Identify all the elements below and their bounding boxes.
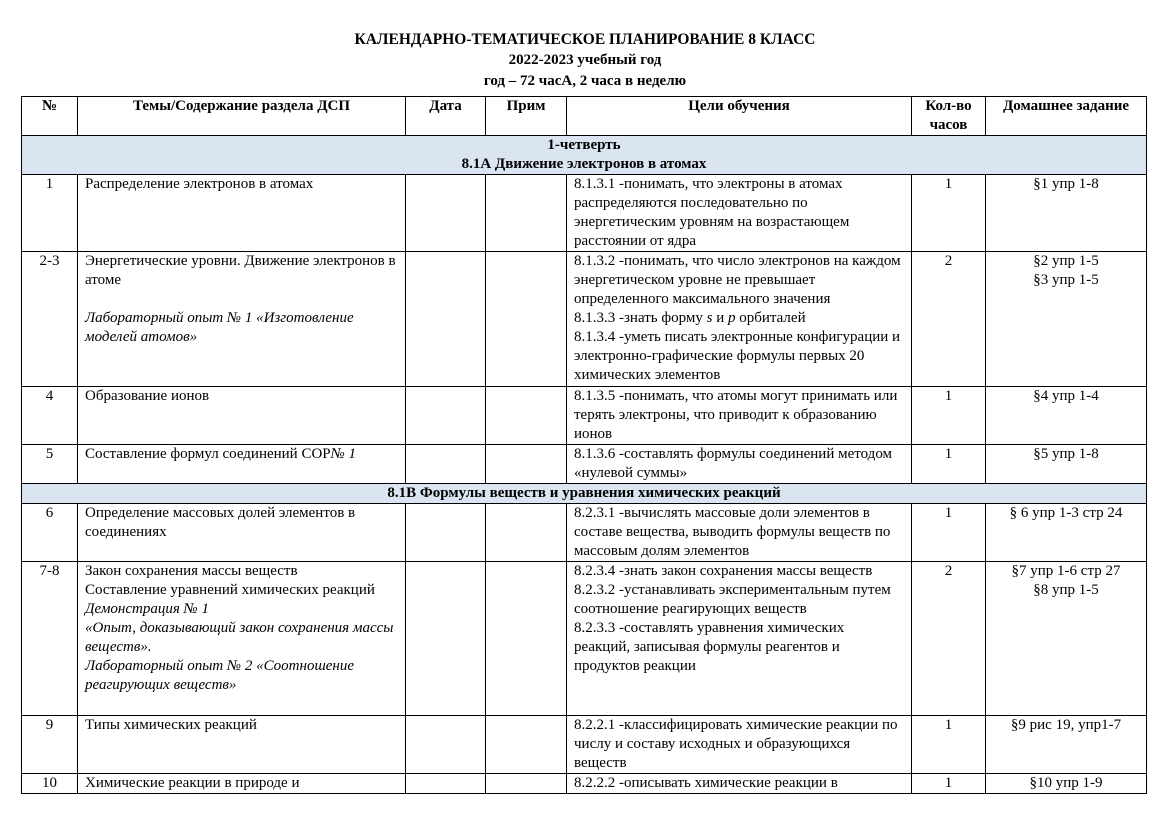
col-header-hours-line2: часов — [929, 117, 968, 133]
row-num: 5 — [22, 445, 78, 484]
table-row — [22, 252, 1147, 387]
school-year: 2022-2023 учебный год — [508, 52, 662, 68]
page-title: КАЛЕНДАРНО-ТЕМАТИЧЕСКОЕ ПЛАНИРОВАНИЕ 8 КЛАСС — [354, 31, 816, 48]
homework-item: §2 упр 1-5 — [1033, 253, 1099, 269]
col-header-note: Прим — [486, 97, 567, 136]
row-goals: 8.2.2.2 -описывать химические реакции в — [567, 774, 912, 794]
row-topic-text: Закон сохранения массы веществ — [85, 563, 298, 579]
row-note — [486, 387, 567, 445]
row-note — [486, 562, 567, 716]
goal-item — [574, 309, 904, 328]
row-topic: Типы химических реакций — [78, 716, 406, 774]
document-header — [0, 29, 1170, 92]
row-goals: 8.2.3.1 -вычислять массовые доли элементов в составе вещества, выводить формулы веществ по массовым долям элементов — [567, 504, 912, 562]
row-topic — [78, 562, 406, 716]
lab-experiment: Лабораторный опыт № 2 «Соотношение реагирующих веществ» — [85, 658, 355, 693]
orbital-s: s — [706, 310, 713, 326]
row-num: 2-3 — [22, 252, 78, 387]
row-num: 9 — [22, 716, 78, 774]
homework-item: §8 упр 1-5 — [1033, 582, 1099, 598]
row-num: 1 — [22, 175, 78, 252]
row-topic — [78, 252, 406, 387]
goal-text: орбиталей — [735, 310, 806, 326]
row-goals: 8.2.2.1 -классифицировать химические реакции по числу и составу исходных и образующихся веществ — [567, 716, 912, 774]
col-header-date: Дата — [406, 97, 486, 136]
hours-summary: год – 72 часА, 2 часа в неделю — [483, 73, 687, 89]
section-title: 8.1А Движение электронов в атомах — [461, 156, 707, 172]
goal-text: 8.1.3.3 -знать форму — [574, 310, 707, 326]
col-header-homework: Домашнее задание — [986, 97, 1147, 136]
row-note — [486, 774, 567, 794]
row-homework: §1 упр 1-8 — [986, 175, 1147, 252]
goal-item: 8.2.3.4 -знать закон сохранения массы веществ — [574, 563, 873, 579]
row-num: 10 — [22, 774, 78, 794]
row-date — [406, 387, 486, 445]
row-goals: 8.1.3.5 -понимать, что атомы могут принимать или терять электроны, что приводит к образованию ионов — [567, 387, 912, 445]
row-homework — [986, 562, 1147, 716]
table-row — [22, 504, 1147, 562]
goal-item: 8.1.3.4 -уметь писать электронные конфигурации и электронно-графические формулы первых 20 химических элементов — [574, 329, 901, 383]
row-date — [406, 716, 486, 774]
row-topic: Образование ионов — [78, 387, 406, 445]
lab-experiment: Лабораторный опыт № 1 «Изготовление моделей атомов» — [85, 310, 354, 345]
row-hours: 1 — [912, 774, 986, 794]
row-topic: Определение массовых долей элементов в соединениях — [78, 504, 406, 562]
table-row — [22, 445, 1147, 484]
row-num: 4 — [22, 387, 78, 445]
row-topic: Распределение электронов в атомах — [78, 175, 406, 252]
row-homework: §5 упр 1-8 — [986, 445, 1147, 484]
orbital-p: p — [727, 310, 736, 326]
col-header-hours-line1: Кол-во — [925, 98, 972, 114]
table-header-row — [22, 97, 1147, 136]
row-hours: 1 — [912, 504, 986, 562]
spacer — [85, 290, 398, 309]
quarter-label: 1-четверть — [547, 137, 621, 153]
row-note — [486, 445, 567, 484]
row-num: 7-8 — [22, 562, 78, 716]
row-date — [406, 175, 486, 252]
row-date — [406, 774, 486, 794]
table-row — [22, 562, 1147, 716]
col-header-num: № — [22, 97, 78, 136]
row-homework: §4 упр 1-4 — [986, 387, 1147, 445]
homework-item: §7 упр 1-6 стр 27 — [1011, 563, 1121, 579]
col-header-topic: Темы/Содержание раздела ДСП — [78, 97, 406, 136]
goal-item: 8.1.3.2 -понимать, что число электронов на каждом энергетическом уровне не превышает определенного максимального значения — [574, 253, 901, 307]
homework-item: §3 упр 1-5 — [1033, 272, 1099, 288]
row-goals: 8.1.3.6 -составлять формулы соединений методом «нулевой суммы» — [567, 445, 912, 484]
row-date — [406, 504, 486, 562]
section-title: 8.1В Формулы веществ и уравнения химических реакций — [387, 485, 781, 501]
sor-number: № 1 — [330, 446, 357, 462]
row-note — [486, 716, 567, 774]
col-header-hours — [912, 97, 986, 136]
table-row — [22, 716, 1147, 774]
row-date — [406, 445, 486, 484]
planning-table — [21, 96, 1147, 794]
row-hours: 1 — [912, 387, 986, 445]
demonstration-title: «Опыт, доказывающий закон сохранения массы веществ». — [85, 620, 394, 655]
row-homework: § 6 упр 1-3 стр 24 — [986, 504, 1147, 562]
row-note — [486, 175, 567, 252]
row-topic-text: Составление формул соединений СОР — [85, 446, 331, 462]
section-row — [22, 136, 1147, 175]
row-hours: 1 — [912, 716, 986, 774]
row-hours: 1 — [912, 175, 986, 252]
demonstration: Демонстрация № 1 — [85, 601, 209, 617]
row-date — [406, 562, 486, 716]
row-topic-text: Составление уравнений химических реакций — [85, 582, 375, 598]
col-header-goals: Цели обучения — [567, 97, 912, 136]
row-goals — [567, 562, 912, 716]
row-hours: 2 — [912, 562, 986, 716]
table-row — [22, 175, 1147, 252]
row-note — [486, 504, 567, 562]
goal-text: и — [712, 310, 728, 326]
section-header — [22, 484, 1147, 504]
goal-item: 8.2.3.2 -устанавливать экспериментальным путем соотношение реагирующих веществ — [574, 582, 891, 617]
row-homework: §10 упр 1-9 — [986, 774, 1147, 794]
row-hours: 2 — [912, 252, 986, 387]
row-hours: 1 — [912, 445, 986, 484]
row-date — [406, 252, 486, 387]
row-topic — [78, 445, 406, 484]
table-row — [22, 774, 1147, 794]
row-homework — [986, 252, 1147, 387]
row-num: 6 — [22, 504, 78, 562]
goal-item: 8.2.3.3 -составлять уравнения химических реакций, записывая формулы реагентов и продуктов реакции — [574, 620, 845, 674]
row-goals: 8.1.3.1 -понимать, что электроны в атомах распределяются последовательно по энергетическим уровням на возрастающем расстоянии от ядра — [567, 175, 912, 252]
row-topic: Химические реакции в природе и — [78, 774, 406, 794]
table-row — [22, 387, 1147, 445]
row-note — [486, 252, 567, 387]
section-row — [22, 484, 1147, 504]
row-homework: §9 рис 19, упр1-7 — [986, 716, 1147, 774]
section-header — [22, 136, 1147, 175]
row-topic-text: Энергетические уровни. Движение электронов в атоме — [85, 253, 396, 288]
row-goals — [567, 252, 912, 387]
